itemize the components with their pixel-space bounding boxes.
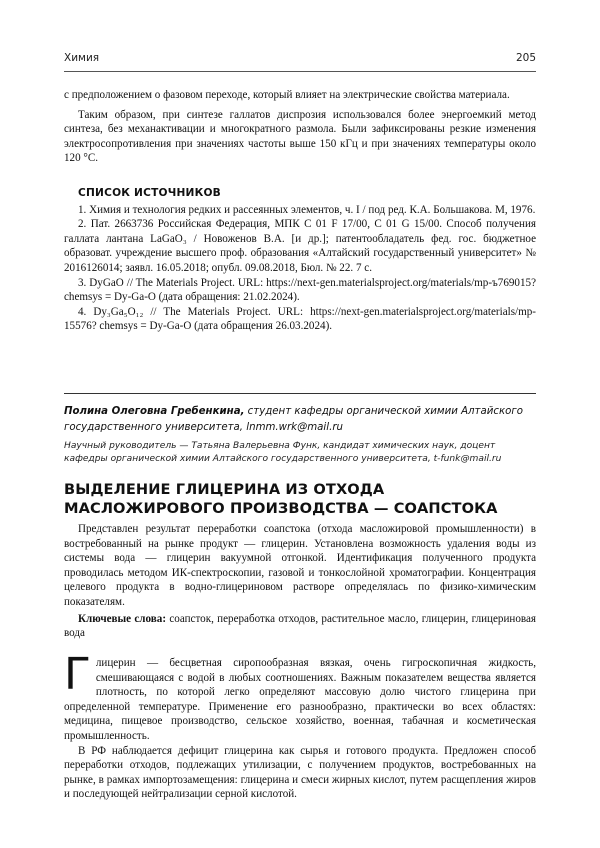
drop-cap-letter: Г: [64, 649, 91, 700]
conclusion-paragraph: Таким образом, при синтезе галлатов диспрозия использовался более энергоемкий метод синтеза, без механактивации и многократного размола. Были зафиксированы резкие изменения электросопротивления при значениях частоты выше 150 кГц и при значениях температуры около 120 °С.: [64, 108, 536, 165]
keywords-label: Ключевые слова:: [78, 612, 167, 625]
references-title: СПИСОК ИСТОЧНИКОВ: [78, 187, 221, 199]
continuation-paragraph: с предположением о фазовом переходе, который влияет на электрические свойства материала.: [64, 89, 510, 101]
abstract-text: Представлен результат переработки соапстока (отхода масложировой промышленности) в востребованный на рынке продукт — глицерин. Установлена возможность удаления воды из системы вода — глицерин вакуумной отгонкой. Идентификация полученного продукта проводилась методом ИК-спектроскопии, газовой и тонкослойной хроматографии. Концентрация целевого продукта в водно-глицериновом растворе определялась по физико-химическим показателям.: [64, 523, 536, 608]
article-title: ВЫДЕЛЕНИЕ ГЛИЦЕРИНА ИЗ ОТХОДА МАСЛОЖИРОВОГО ПРОИЗВОДСТВА — СОАПСТОКА: [64, 481, 498, 517]
author-position: студент кафедры органической химии Алтайского государственного университета, lnmm.wrk@mail.ru: [64, 406, 523, 433]
advisor-info: Научный руководитель — Татьяна Валерьевна Функ, кандидат химических наук, доцент кафедры органической химии Алтайского государственного университета, t-funk@mail.ru: [64, 441, 502, 464]
reference-item-2: 2. Пат. 2663736 Российская Федерация, МПК C 01 F 17/00, C 01 G 15/00. Способ получения галлата лантана LaGaO₃ / Новоженов В.А. [и др.]; патентообладатель фед. гос. бюджетное образоват. учреждение высшего проф. образования «Алтайский государственный университет» № 2016126014; заявл. 16.05.2018; опубл. 09.08.2018, Бюл. № 22. 7 с.: [64, 218, 536, 274]
keywords-line: [64, 612, 536, 641]
page-number: 205: [515, 52, 536, 64]
author-rule: [64, 393, 536, 394]
abstract-section: [64, 522, 536, 641]
body-paragraph-2: В РФ наблюдается дефицит глицерина как сырья и готового продукта. Предложен способ переработки отходов, подлежащих утилизации, с получением продуктов, востребованных на рынке, в рамках импортозамещения: глицерина и смеси жирных кислот, путем расщепления жиров и последующей нейтрализации серной кислотой.: [64, 744, 536, 801]
keywords-text: соапсток, переработка отходов, растительное масло, глицерин, глицериновая вода: [64, 612, 536, 640]
author-info: [64, 404, 536, 435]
running-header: [64, 52, 536, 70]
previous-article-ending: [64, 88, 536, 166]
body-paragraph-1: лицерин — бесцветная сиропообразная вязкая, очень гигроскопичная жидкость, смешивающаяся с водой в любых соотношениях. Важным показателем вещества является плотность, по которой легко определяют массовую долю чистого глицерина при определенной температуре. Применение его разнообразно, практически во всех областях: медицина, пищевое производство, сельское хозяйство, военная, табачная и косметическая промышленность.: [64, 657, 536, 742]
reference-item-4: 4. Dy₃Ga₅O₁₂ // The Materials Project. URL: https://next-gen.materialsproject.org/materials/mp-15576? chemsys = Dy-Ga-O (дата обращения 26.03.2024).: [64, 305, 536, 333]
article-body: [64, 649, 536, 802]
header-rule: [64, 71, 536, 72]
reference-item-1: 1. Химия и технология редких и рассеянных элементов, ч. I / под ред. К.А. Большакова. М, 1976.: [78, 203, 536, 216]
section-name: Химия: [64, 52, 100, 64]
reference-item-3: 3. DyGaO // The Materials Project. URL: https://next-gen.materialsproject.org/materials/mp-ъ769015? chemsys = Dy-Ga-O (дата обращения: 21.02.2024).: [64, 276, 536, 304]
author-name: Полина Олеговна Гребенкина,: [64, 406, 245, 417]
references-section: [64, 186, 536, 334]
